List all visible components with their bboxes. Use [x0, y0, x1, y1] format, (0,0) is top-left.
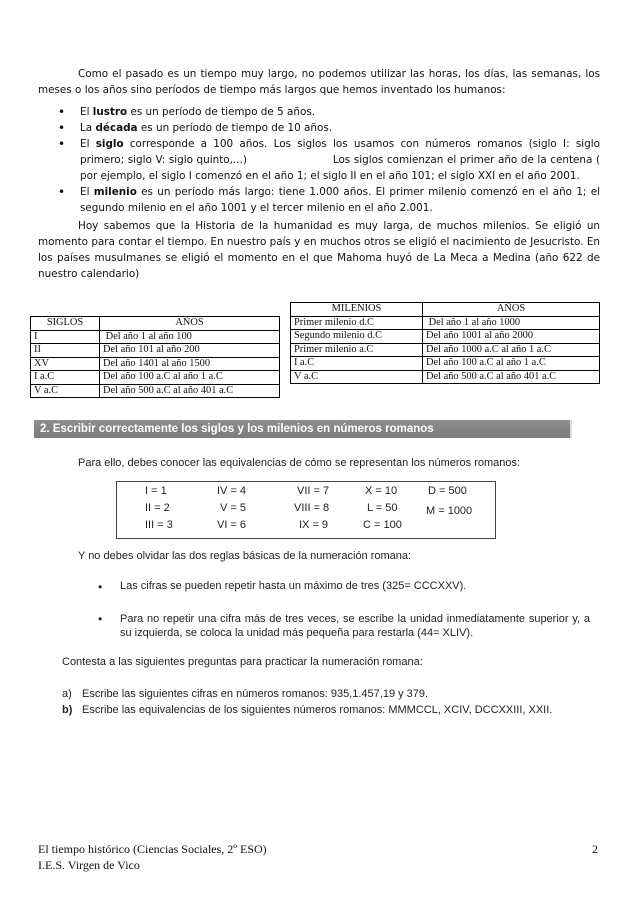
- siglos-table: [30, 316, 280, 398]
- bullet-lustro: • El lustro es un período de tiempo de 5 años.: [58, 104, 600, 120]
- question-a: a) Escribe las siguientes cifras en números romanos: 935,1.457,19 y 379.: [62, 688, 429, 700]
- bullet-milenio: • El milenio es un período más largo: tiene 1.000 años. El primer milenio comenzó en el año 1; el segundo milenio en el año 1001 y el tercer milenio en el año 2.001.: [58, 184, 600, 216]
- table-row: Primer milenio d.C Del año 1 al año 1000: [291, 316, 600, 330]
- question-label: a): [62, 688, 72, 700]
- roman-equivalence-box: [116, 481, 496, 539]
- footer-title: El tiempo histórico (Ciencias Sociales, 2º ESO): [38, 842, 267, 856]
- roman-cell: IV = 4: [217, 485, 247, 497]
- roman-cell: III = 3: [145, 519, 173, 531]
- roman-cell: C = 100: [363, 519, 402, 531]
- practice-intro: Contesta a las siguientes preguntas para practicar la numeración romana:: [62, 656, 423, 668]
- intro-paragraph: Como el pasado es un tiempo muy largo, no podemos utilizar las horas, los días, las semanas, los meses o los años sino períodos de tiempo más largos que hemos inventado los humanos:: [38, 68, 600, 96]
- roman-cell: VI = 6: [217, 519, 247, 531]
- period-bullet-list: [58, 104, 604, 216]
- question-b: b) Escribe las equivalencias de los siguientes números romanos: MMMCCL, XCIV, DCCXXIII, XXII.: [62, 704, 553, 716]
- anos-header: AÑOS: [423, 303, 600, 317]
- anos-header: AÑOS: [100, 317, 280, 331]
- roman-cell: IX = 9: [299, 519, 329, 531]
- milenios-table: [290, 302, 600, 384]
- table-row: II Del año 101 al año 200: [31, 344, 280, 358]
- table-row: Segundo milenio d.C Del año 1001 al año 2000: [291, 330, 600, 344]
- table-row: V a.C Del año 500 a.C al año 401 a.C: [291, 370, 600, 384]
- section-2-banner: 2. Escribir correctamente los siglos y los milenios en números romanos: [34, 420, 570, 438]
- table-row: I a.C Del año 100 a.C al año 1 a.C: [291, 357, 600, 371]
- roman-cell: VIII = 8: [294, 502, 330, 514]
- roman-cell: V = 5: [220, 502, 246, 514]
- roman-cell: II = 2: [145, 502, 170, 514]
- bullet-icon: •: [98, 580, 103, 594]
- roman-cell: D = 500: [428, 485, 467, 497]
- footer-school: I.E.S. Virgen de Vico: [38, 858, 140, 872]
- bullet-siglo: • El siglo corresponde a 100 años. Los siglos los usamos con números romanos (siglo I: siglo primero; siglo V: siglo quinto,...) Los siglos comienzan el primer año de la centena ( por ejemplo, el siglo I comenzó en el año 1; el siglo II en el año 101; el siglo XXI en el año 2001.: [58, 136, 600, 184]
- roman-cell: VII = 7: [297, 485, 330, 497]
- page-number: 2: [592, 842, 598, 856]
- table-row: XV Del año 1401 al año 1500: [31, 357, 280, 371]
- table-row: V a.C Del año 500 a.C al año 401 a.C: [31, 384, 280, 398]
- table-row: I a.C Del año 100 a.C al año 1 a.C: [31, 371, 280, 385]
- roman-cell: I = 1: [145, 485, 167, 497]
- question-label: b): [62, 704, 73, 716]
- milenios-header: MILENIOS: [291, 303, 423, 317]
- bullet-icon: •: [98, 612, 103, 626]
- roman-cell: X = 10: [365, 485, 398, 497]
- history-paragraph: Hoy sabemos que la Historia de la humanidad es muy larga, de muchos milenios. Se eligió un momento para contar el tiempo. En nuestro país y en muchos otros se eligió el nacimiento de Jesucristo. En los países musulmanes se eligió el momento en el que Mahoma huyó de La Meca a Medina (año 622 de nuestro calendario): [38, 220, 600, 280]
- roman-cell: L = 50: [367, 502, 398, 514]
- roman-cell: M = 1000: [426, 505, 473, 517]
- siglos-header: SIGLOS: [31, 317, 100, 331]
- rules-intro: Y no debes olvidar las dos reglas básicas de la numeración romana:: [78, 550, 412, 562]
- roman-intro: Para ello, debes conocer las equivalencias de cómo se representan los números romanos:: [78, 457, 521, 469]
- table-row: Primer milenio a.C Del año 1000 a.C al año 1 a.C: [291, 343, 600, 357]
- bullet-decada: • La década es un período de tiempo de 10 años.: [58, 120, 600, 136]
- table-row: I Del año 1 al año 100: [31, 330, 280, 344]
